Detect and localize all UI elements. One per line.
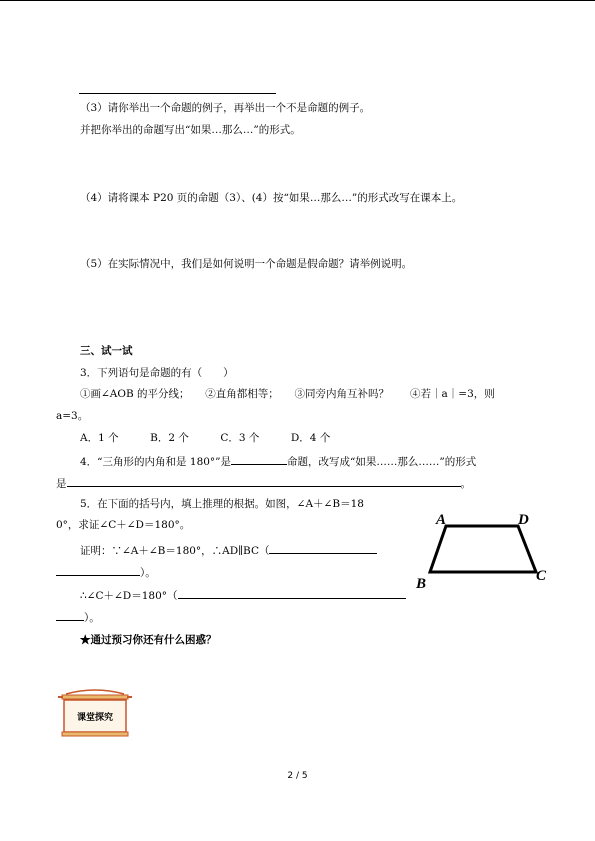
blank-proof-2-cont[interactable] (56, 609, 84, 621)
question-3-line1: （3）请你举出一个命题的例子，再举出一个不是命题的例子。 (80, 102, 371, 114)
problem-4-text-b: 命题，改写成“如果……那么……”的形式 (287, 456, 477, 468)
vertex-label-d: D (518, 512, 529, 528)
trapezoid-diagram (410, 508, 560, 594)
reflection-question: ★通过预习你还有什么困惑？ (80, 634, 217, 646)
vertex-label-b: B (416, 576, 427, 592)
answer-line (79, 93, 276, 94)
vertex-label-a: A (436, 512, 447, 528)
blank-4a[interactable] (231, 453, 287, 465)
blank-proof-1[interactable] (269, 542, 377, 554)
header-rule (0, 0, 595, 1)
banner-top-rod (62, 695, 128, 699)
problem-3-options: ①画∠AOB 的平分线； ②直角都相等； ③同旁内角互补吗？ ④若｜a｜=3，则 (80, 388, 495, 400)
problem-3-options-cont: a=3。 (56, 410, 89, 422)
proof-line2-end: ）。 (140, 567, 156, 579)
blank-proof-2[interactable] (178, 587, 406, 599)
question-3-line2: 并把你举出的命题写出“如果…那么…”的形式。 (80, 124, 301, 136)
proof-line3 (80, 587, 406, 603)
problem-4-cont (56, 475, 471, 491)
question-5: （5）在实际情况中，我们是如何说明一个命题是假命题？请举例说明。 (80, 258, 413, 270)
banner-rod-end-left (58, 696, 63, 698)
vertex-label-c: C (536, 568, 547, 584)
problem-4-text-c: 是 (56, 478, 67, 490)
proof-line1 (80, 542, 377, 558)
problem-4-text-a: 4．“三角形的内角和是 180°”是 (80, 456, 232, 468)
banner-bottom-rod (62, 732, 128, 736)
problem-5-line1: 5．在下面的括号内，填上推理的根据。如图，∠A＋∠B＝18 (80, 498, 364, 510)
problem-3-choices: A．1 个 B．2 个 C．3 个 D．4 个 (80, 432, 331, 444)
proof-line3-text: ∴∠C＋∠D＝180°（ (80, 590, 178, 602)
problem-4 (80, 453, 476, 469)
proof-line2 (56, 564, 156, 580)
proof-line4-end: ）。 (84, 612, 100, 624)
trapezoid-shape (430, 526, 536, 572)
problem-4-end: 。 (460, 478, 471, 490)
banner-label: 课堂探究 (76, 713, 114, 723)
section-heading: 三、试一试 (80, 345, 133, 357)
blank-proof-1-cont[interactable] (56, 564, 140, 576)
proof-line4 (56, 609, 100, 625)
proof-line1-text: 证明：∵∠A＋∠B＝180°，∴AD∥BC（ (80, 545, 270, 557)
banner-arc (66, 690, 124, 694)
problem-3-stem: 3．下列语句是命题的有（ ） (80, 367, 234, 379)
banner-rod-end-right (127, 696, 132, 698)
blank-4b[interactable] (67, 475, 461, 487)
question-4: （4）请将课本 P20 页的命题（3）、(4）按“如果…那么…”的形式改写在课本上。 (80, 192, 463, 204)
section-banner (56, 688, 134, 738)
page-number: 2 / 5 (287, 771, 308, 781)
problem-5-line2: 0°，求证∠C＋∠D＝180°。 (56, 519, 191, 531)
